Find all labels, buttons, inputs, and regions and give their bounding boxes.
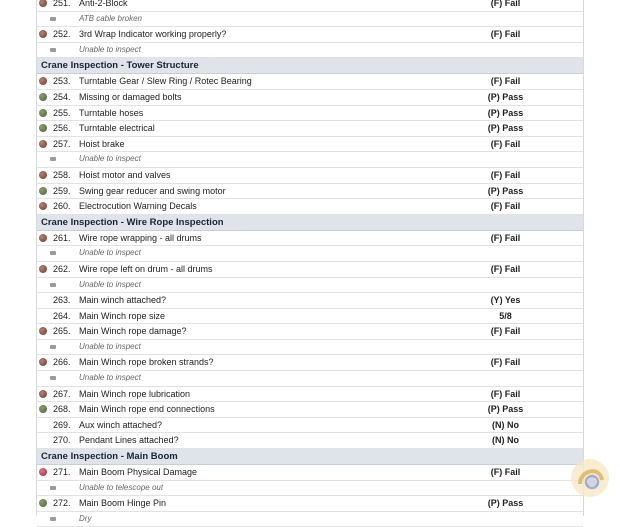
item-note-text: Unable to inspect: [79, 248, 141, 258]
item-result: (F) Fail: [490, 201, 521, 212]
comment-icon: [50, 486, 56, 490]
item-question: Anti-2-Block: [79, 0, 128, 8]
item-number: 272.: [53, 498, 71, 509]
item-result: (P) Pass: [487, 123, 524, 134]
item-number: 253.: [53, 76, 71, 87]
inspection-row[interactable]: [37, 324, 583, 340]
item-number: 256.: [53, 123, 71, 134]
item-result: (P) Pass: [487, 91, 524, 102]
fail-status-icon: [39, 171, 47, 179]
item-result: (F) Fail: [490, 326, 521, 337]
inspection-row[interactable]: [37, 0, 583, 12]
item-result: (P) Pass: [487, 107, 524, 118]
item-question: Main Winch rope size: [79, 310, 166, 321]
item-note: [37, 340, 583, 356]
item-question: Hoist brake: [79, 138, 125, 149]
item-question: Swing gear reducer and swing motor: [79, 185, 226, 196]
item-note: [37, 278, 583, 294]
comment-icon: [50, 48, 56, 52]
fail-status-icon: [39, 140, 47, 148]
item-result: (F) Fail: [490, 0, 521, 8]
item-question: Main Winch rope damage?: [79, 326, 187, 337]
item-note: [37, 43, 583, 59]
item-result: (F) Fail: [490, 138, 521, 149]
item-question: Pendant Lines attached?: [79, 435, 179, 446]
comment-icon: [50, 251, 56, 255]
item-question: Aux winch attached?: [79, 419, 163, 430]
item-number: 267.: [53, 388, 71, 399]
item-number: 270.: [53, 435, 71, 446]
item-question: Main winch attached?: [79, 295, 167, 306]
fail-status-icon: [39, 468, 47, 476]
item-question: Main Boom Physical Damage: [79, 467, 198, 478]
inspection-row[interactable]: [37, 27, 583, 43]
item-number: 264.: [53, 310, 71, 321]
inspection-report: [36, 0, 584, 523]
item-number: 261.: [53, 232, 71, 243]
item-result: (F) Fail: [490, 467, 521, 478]
watermark-logo-icon: [568, 456, 612, 500]
item-note: [37, 12, 583, 28]
fail-status-icon: [39, 202, 47, 210]
item-result: 5/8: [499, 310, 512, 321]
item-result: (F) Fail: [490, 76, 521, 87]
section-header: Crane Inspection - Main Boom: [37, 449, 583, 465]
comment-icon: [50, 17, 56, 21]
item-result: (F) Fail: [490, 169, 521, 180]
item-note-text: Unable to inspect: [79, 154, 141, 164]
fail-status-icon: [39, 0, 47, 7]
inspection-row[interactable]: [37, 355, 583, 371]
item-number: 254.: [53, 91, 71, 102]
comment-icon: [50, 157, 56, 161]
item-note-text: Unable to inspect: [79, 373, 141, 383]
inspection-row[interactable]: [37, 184, 583, 200]
item-note: [37, 481, 583, 497]
item-question: 3rd Wrap Indicator working properly?: [79, 29, 227, 40]
item-result: (F) Fail: [490, 29, 521, 40]
item-number: 271.: [53, 467, 71, 478]
item-note: [37, 371, 583, 387]
section-header: Crane Inspection - Tower Structure: [37, 58, 583, 74]
inspection-row[interactable]: [37, 168, 583, 184]
item-number: 252.: [53, 29, 71, 40]
item-question: Hoist motor and valves: [79, 169, 171, 180]
comment-icon: [50, 283, 56, 287]
item-question: Main Boom Hinge Pin: [79, 498, 167, 509]
item-question: Main Winch rope lubrication: [79, 388, 191, 399]
item-result: (N) No: [492, 419, 519, 430]
item-result: (P) Pass: [487, 404, 524, 415]
item-number: 258.: [53, 169, 71, 180]
item-result: (Y) Yes: [490, 295, 521, 306]
item-number: 266.: [53, 357, 71, 368]
item-note-text: ATB cable broken: [79, 13, 142, 23]
item-question: Electrocution Warning Decals: [79, 201, 197, 212]
comment-icon: [50, 345, 56, 349]
fail-status-icon: [39, 327, 47, 335]
inspection-row[interactable]: [37, 137, 583, 153]
item-number: 262.: [53, 263, 71, 274]
item-question: Turntable electrical: [79, 123, 155, 134]
item-result: (F) Fail: [490, 388, 521, 399]
comment-icon: [50, 376, 56, 380]
item-result: (P) Pass: [487, 498, 524, 509]
inspection-row[interactable]: [37, 293, 583, 309]
pass-status-icon: [39, 109, 47, 117]
item-number: 269.: [53, 419, 71, 430]
inspection-row[interactable]: [37, 199, 583, 215]
inspection-row[interactable]: [37, 402, 583, 418]
item-result: (P) Pass: [487, 185, 524, 196]
item-question: Missing or damaged bolts: [79, 91, 182, 102]
inspection-row[interactable]: [37, 106, 583, 122]
inspection-row[interactable]: [37, 231, 583, 247]
item-result: (F) Fail: [490, 232, 521, 243]
item-question: Main Winch rope end connections: [79, 404, 215, 415]
item-number: 255.: [53, 107, 71, 118]
item-result: (F) Fail: [490, 263, 521, 274]
fail-status-icon: [39, 265, 47, 273]
inspection-row[interactable]: [37, 433, 583, 449]
item-note: [37, 512, 583, 527]
inspection-row[interactable]: [37, 74, 583, 90]
inspection-row[interactable]: [37, 121, 583, 137]
item-question: Main Winch rope broken strands?: [79, 357, 214, 368]
item-number: 259.: [53, 185, 71, 196]
pass-status-icon: [39, 93, 47, 101]
item-number: 257.: [53, 138, 71, 149]
item-note-text: Unable to telescope out: [79, 482, 164, 492]
fail-status-icon: [39, 77, 47, 85]
item-question: Turntable hoses: [79, 107, 144, 118]
item-number: 265.: [53, 326, 71, 337]
item-result: (N) No: [492, 435, 519, 446]
comment-icon: [50, 517, 56, 521]
item-number: 251.: [53, 0, 71, 8]
inspection-row[interactable]: [37, 418, 583, 434]
fail-status-icon: [39, 30, 47, 38]
item-number: 263.: [53, 295, 71, 306]
item-question: Wire rope left on drum - all drums: [79, 263, 213, 274]
fail-status-icon: [39, 358, 47, 366]
inspection-row[interactable]: [37, 496, 583, 512]
fail-status-icon: [39, 390, 47, 398]
section-header: Crane Inspection - Wire Rope Inspection: [37, 215, 583, 231]
item-question: Turntable Gear / Slew Ring / Rotec Bearing: [79, 76, 252, 87]
inspection-row[interactable]: [37, 262, 583, 278]
item-result: (F) Fail: [490, 357, 521, 368]
pass-status-icon: [39, 499, 47, 507]
inspection-row[interactable]: [37, 309, 583, 325]
inspection-row[interactable]: [37, 387, 583, 403]
item-note-text: Dry: [79, 513, 92, 523]
item-number: 268.: [53, 404, 71, 415]
item-question: Wire rope wrapping - all drums: [79, 232, 202, 243]
fail-status-icon: [39, 234, 47, 242]
item-number: 260.: [53, 201, 71, 212]
item-note-text: Unable to inspect: [79, 44, 141, 54]
pass-status-icon: [39, 124, 47, 132]
pass-status-icon: [39, 405, 47, 413]
item-note: [37, 152, 583, 168]
item-note: [37, 246, 583, 262]
inspection-row[interactable]: [37, 465, 583, 481]
inspection-row[interactable]: [37, 90, 583, 106]
pass-status-icon: [39, 187, 47, 195]
item-note-text: Unable to inspect: [79, 341, 141, 351]
item-note-text: Unable to inspect: [79, 279, 141, 289]
